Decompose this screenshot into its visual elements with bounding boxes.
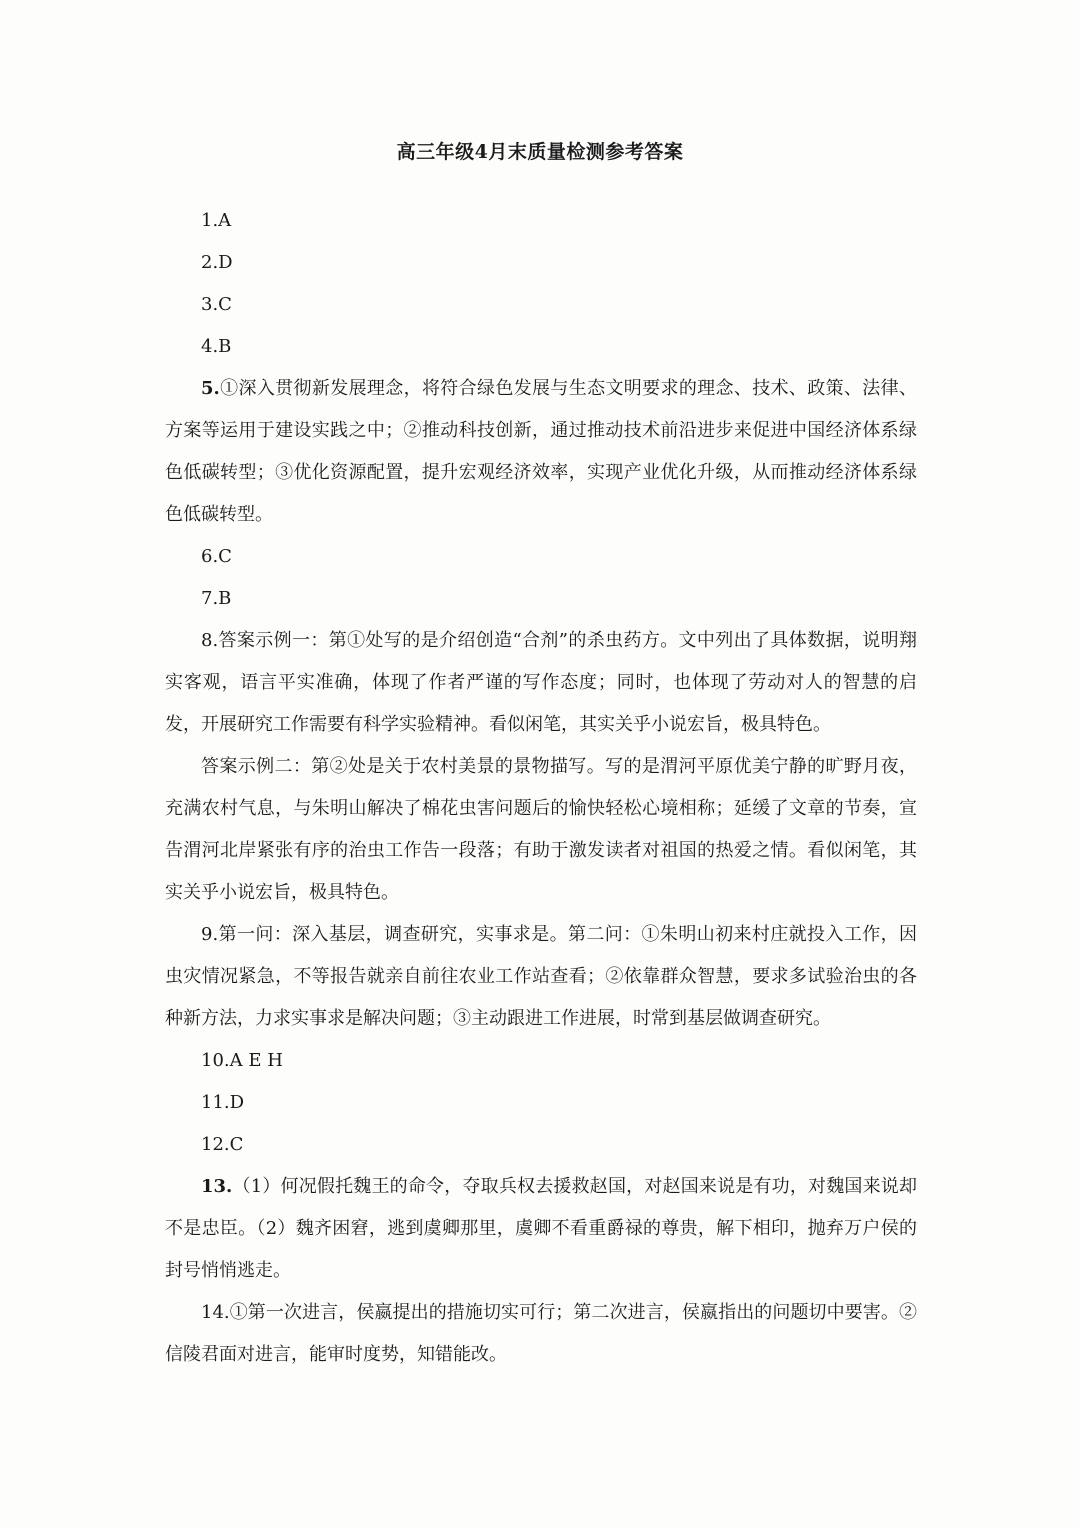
answer-paragraph-9: 9.第一问：深入基层，调查研究，实事求是。第二问：①朱明山初来村庄就投入工作，因虫灾情况紧急，不等报告就亲自前往农业工作站查看；②依靠群众智慧，要求多试验治虫的各种新方法，力求实事求是解决问题；③主动跟进工作进展，时常到基层做调查研究。 — [165, 924, 917, 1029]
answer-line: 7.B — [201, 588, 232, 609]
answer-line: 4.B — [201, 336, 232, 357]
page-title: 高三年级4月末质量检测参考答案 — [396, 141, 684, 163]
answer-line: 12.C — [201, 1134, 244, 1155]
answer-text: ①深入贯彻新发展理念，将符合绿色发展与生态文明要求的理念、技术、政策、法律、方案等运用于建设实践之中；②推动科技创新，通过推动技术前沿进步来促进中国经济体系绿色低碳转型；③优化资源配置，提升宏观经济效率，实现产业优化升级，从而推动经济体系绿色低碳转型。 — [165, 378, 917, 525]
question-number: 5. — [201, 378, 220, 399]
answer-paragraph-8-example-1: 8.答案示例一：第①处写的是介绍创造“合剂”的杀虫药方。文中列出了具体数据，说明翔实客观，语言平实准确，体现了作者严谨的写作态度；同时，也体现了劳动对人的智慧的启发，开展研究工作需要有科学实验精神。看似闲笔，其实关乎小说宏旨，极具特色。 — [165, 630, 917, 735]
answer-paragraph-5 — [165, 368, 917, 536]
answer-line: 1.A — [201, 210, 232, 231]
answer-paragraph-8-example-2: 答案示例二：第②处是关于农村美景的景物描写。写的是渭河平原优美宁静的旷野月夜，充满农村气息，与朱明山解决了棉花虫害问题后的愉快轻松心境相称；延缓了文章的节奏，宣告渭河北岸紧张有序的治虫工作告一段落；有助于激发读者对祖国的热爱之情。看似闲笔，其实关乎小说宏旨，极具特色。 — [165, 756, 917, 903]
answer-line: 11.D — [201, 1092, 245, 1113]
answer-line: 2.D — [201, 252, 233, 273]
answer-paragraph-14: 14.①第一次进言，侯嬴提出的措施切实可行；第二次进言，侯嬴指出的问题切中要害。②信陵君面对进言，能审时度势，知错能改。 — [165, 1302, 917, 1365]
answer-content — [165, 200, 917, 1376]
answer-line: 6.C — [201, 546, 232, 567]
answer-text: （1）何况假托魏王的命令，夺取兵权去援救赵国，对赵国来说是有功，对魏国来说却不是忠臣。（2）魏齐困窘，逃到虞卿那里，虞卿不看重爵禄的尊贵，解下相印，抛弃万户侯的封号悄悄逃走。 — [165, 1176, 917, 1281]
answer-line: 3.C — [201, 294, 232, 315]
question-number: 13. — [201, 1176, 233, 1197]
answer-line: 10.A E H — [201, 1050, 283, 1071]
answer-paragraph-13 — [165, 1166, 917, 1292]
